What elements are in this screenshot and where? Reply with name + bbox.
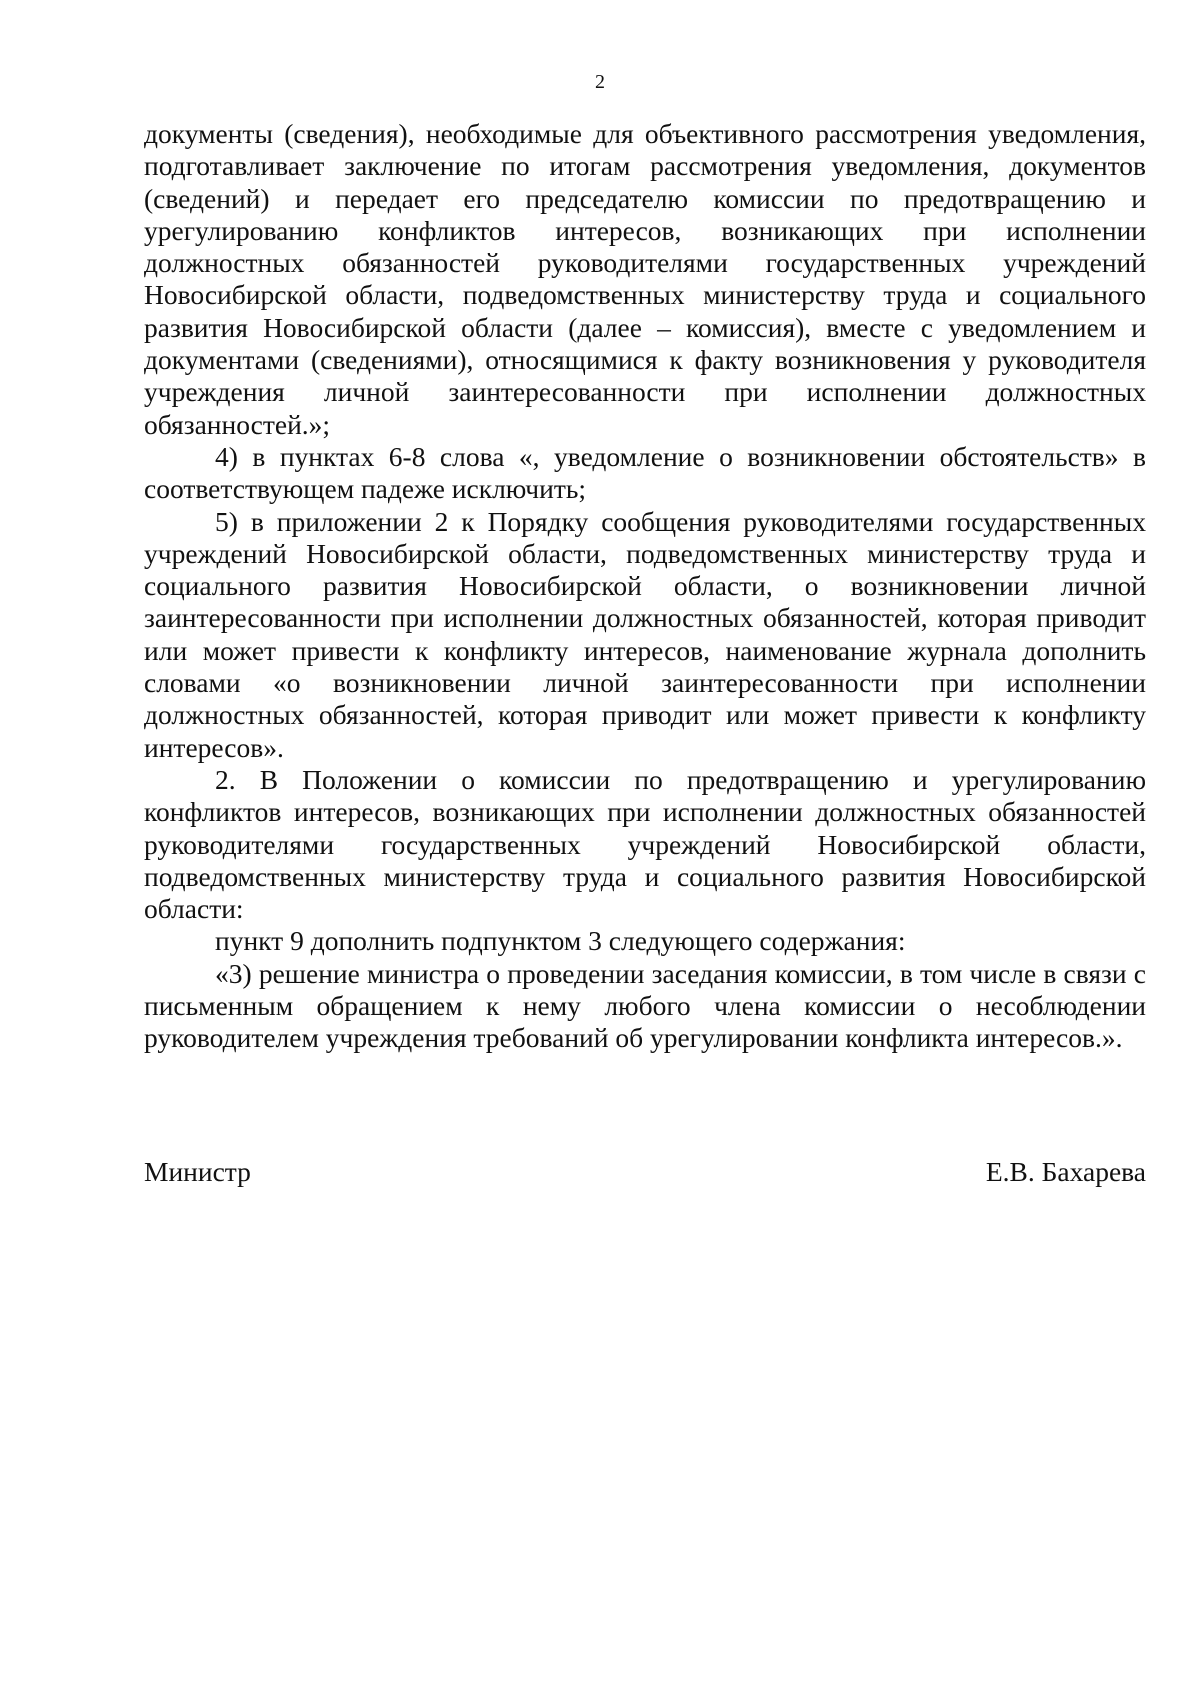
paragraph-subpoint-3: «3) решение министра о проведении заседания комиссии, в том числе в связи с письменным обращением к нему любого члена комиссии о несоблюдении руководителем учреждения требований об урегулировании конфликта интересов.». — [144, 957, 1146, 1054]
paragraph-item-4: 4) в пунктах 6-8 слова «, уведомление о возникновении обстоятельств» в соответствующем падеже исключить; — [144, 440, 1146, 505]
paragraph-section-2: 2. В Положении о комиссии по предотвращению и урегулированию конфликтов интересов, возникающих при исполнении должностных обязанностей руководителями государственных учреждений Новосибирской области, подведомственных министерству труда и социального развития Новосибирской области: — [144, 763, 1146, 925]
signatory-name: Е.В. Бахарева — [985, 1156, 1146, 1187]
signature-block — [144, 1156, 1146, 1190]
paragraph-continuation: документы (сведения), необходимые для объективного рассмотрения уведомления, подготавливает заключение по итогам рассмотрения уведомления, документов (сведений) и передает его председателю комиссии по предотвращению и урегулированию конфликтов интересов, возникающих при исполнении должностных обязанностей руководителями государственных учреждений Новосибирской области, подведомственных министерству труда и социального развития Новосибирской области (далее – комиссия), вместе с уведомлением и документами (сведениями), относящимися к факту возникновения у руководителя учреждения личной заинтересованности при исполнении должностных обязанностей.»; — [144, 118, 1146, 440]
paragraph-point-9: пункт 9 дополнить подпунктом 3 следующего содержания: — [215, 925, 906, 957]
paragraph-item-5: 5) в приложении 2 к Порядку сообщения руководителями государственных учреждений Новосибирской области, подведомственных министерству труда и социального развития Новосибирской области, о возникновении личной заинтересованности при исполнении должностных обязанностей, которая приводит или может привести к конфликту интересов, наименование журнала дополнить словами «о возникновении личной заинтересованности при исполнении должностных обязанностей, которая приводит или может привести к конфликту интересов». — [144, 505, 1146, 763]
page-number: 2 — [595, 71, 605, 93]
document-body — [144, 118, 1146, 1055]
signatory-role: Министр — [144, 1156, 251, 1187]
